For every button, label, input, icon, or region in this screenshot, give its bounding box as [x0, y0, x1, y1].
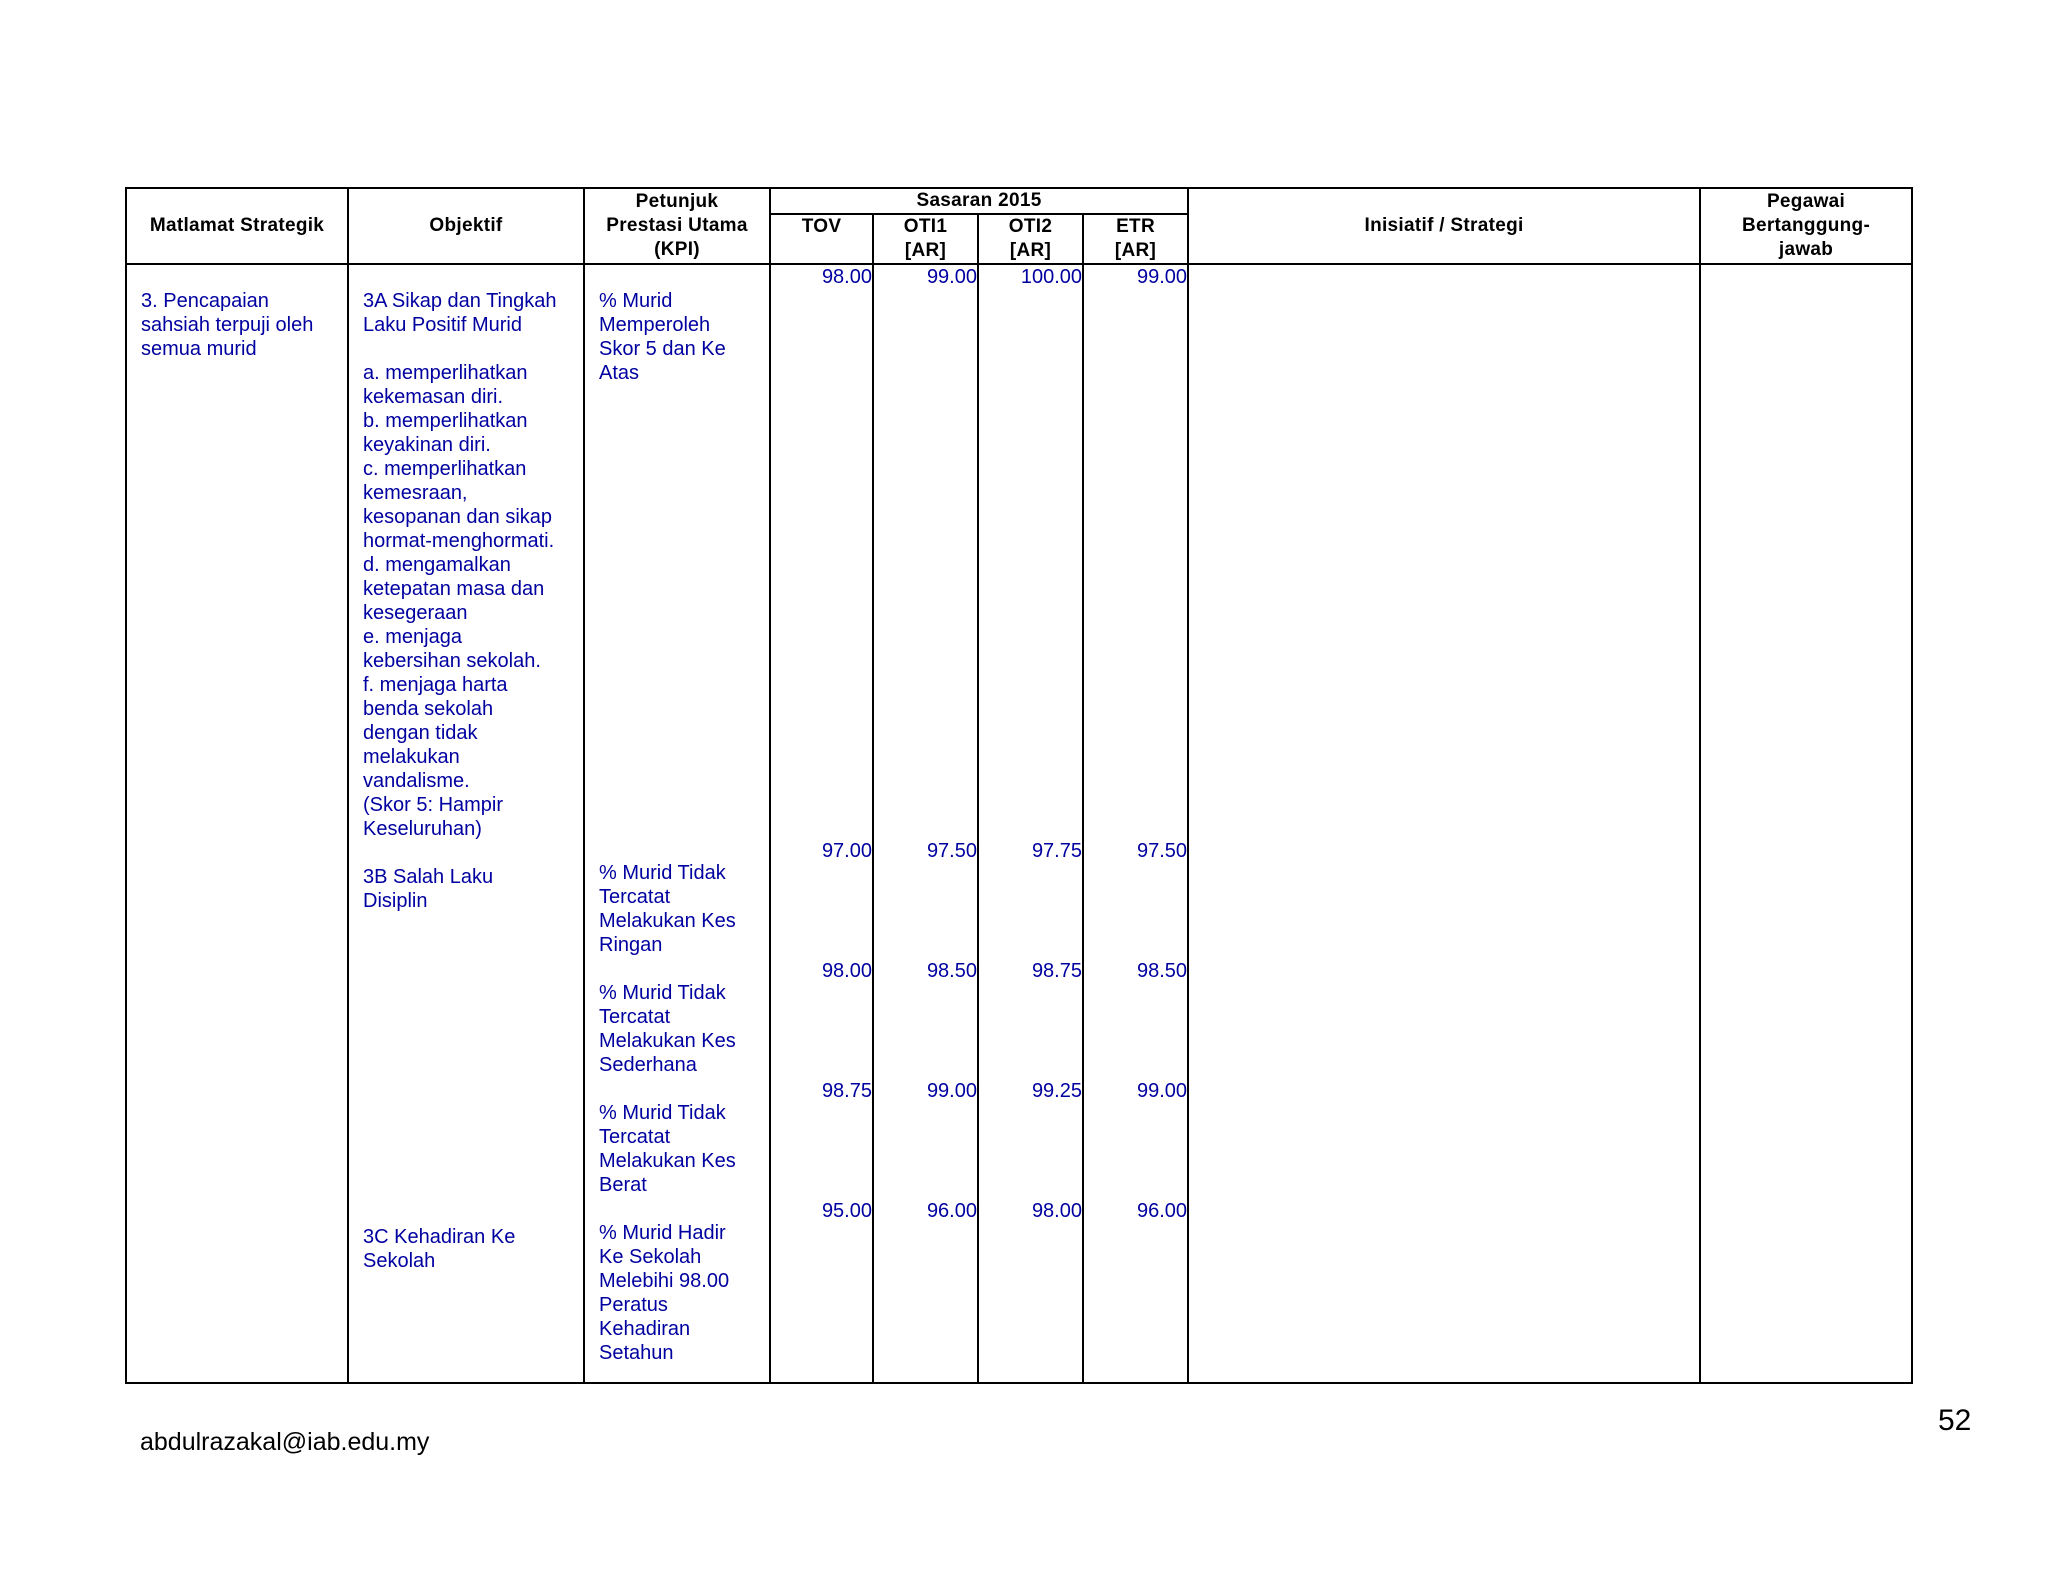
value-cell: 99.00 — [1136, 266, 1188, 288]
header-tov: TOV — [770, 214, 873, 264]
cell-tov — [770, 264, 873, 1383]
objective-3a-title: 3A Sikap dan Tingkah Laku Positif Murid — [363, 290, 557, 336]
value-cell: 95.00 — [821, 1200, 872, 1222]
value-cell: 98.75 — [821, 1080, 872, 1102]
kpi-block: % Murid Tidak Tercatat Melakukan Kes Ringan — [599, 862, 736, 956]
objective-3b-title: 3B Salah Laku Disiplin — [363, 866, 494, 912]
header-objektif: Objektif — [348, 188, 584, 264]
value-cell: 97.50 — [1136, 840, 1188, 862]
header-pegawai: Pegawai Bertanggung- jawab — [1700, 188, 1912, 264]
cell-inisiatif — [1188, 264, 1700, 1383]
kpi-block: % Murid Tidak Tercatat Melakukan Kes Berat — [599, 1102, 736, 1196]
cell-kpi — [584, 264, 770, 1383]
header-kpi: Petunjuk Prestasi Utama (KPI) — [584, 188, 770, 264]
value-cell: 98.50 — [1136, 960, 1188, 982]
value-cell: 97.50 — [926, 840, 977, 862]
cell-oti2 — [978, 264, 1083, 1383]
value-cell: 97.75 — [1031, 840, 1082, 862]
header-matlamat: Matlamat Strategik — [126, 188, 348, 264]
value-cell: 98.00 — [821, 266, 872, 288]
cell-etr — [1083, 264, 1188, 1383]
value-cell: 99.25 — [1031, 1080, 1082, 1102]
value-cell: 100.00 — [1020, 266, 1082, 288]
objective-3c-title: 3C Kehadiran Ke Sekolah — [363, 1226, 516, 1272]
header-sasaran: Sasaran 2015 — [770, 188, 1188, 214]
value-cell: 98.50 — [926, 960, 977, 982]
cell-pegawai — [1700, 264, 1912, 1383]
kpi-block: % Murid Tidak Tercatat Melakukan Kes Sederhana — [599, 982, 736, 1076]
kpi-block: % Murid Hadir Ke Sekolah Melebihi 98.00 Peratus Kehadiran Setahun — [599, 1222, 730, 1364]
cell-matlamat: 3. Pencapaian sahsiah terpuji oleh semua murid — [126, 264, 348, 1383]
cell-oti1 — [873, 264, 978, 1383]
value-cell: 98.00 — [1031, 1200, 1082, 1222]
value-cell: 97.00 — [821, 840, 872, 862]
header-oti2: OTI2 [AR] — [978, 214, 1083, 264]
kpi-block: % Murid Memperoleh Skor 5 dan Ke Atas — [599, 290, 726, 384]
header-inisiatif: Inisiatif / Strategi — [1188, 188, 1700, 264]
value-cell: 99.00 — [1136, 1080, 1188, 1102]
value-cell: 96.00 — [926, 1200, 977, 1222]
value-cell: 96.00 — [1136, 1200, 1188, 1222]
footer-email: abdulrazakal@iab.edu.my — [140, 1428, 430, 1456]
objective-3a-items: a. memperlihatkan kekemasan diri. b. memperlihatkan keyakinan diri. c. memperlihatkan kemesraan, kesopanan dan sikap hormat-menghormati. d. mengamalkan ketepatan masa dan kesegeraan e. menjaga kebersihan sekolah. f. menjaga harta benda sekolah dengan tidak melakukan vandalisme. (Skor 5: Hampir Keseluruhan) — [363, 362, 555, 840]
value-cell: 98.75 — [1031, 960, 1082, 982]
target-table — [125, 187, 1913, 1384]
header-oti1: OTI1 [AR] — [873, 214, 978, 264]
header-etr: ETR [AR] — [1083, 214, 1188, 264]
value-cell: 99.00 — [926, 1080, 977, 1102]
page-number: 52 — [1938, 1404, 1972, 1437]
value-cell: 99.00 — [926, 266, 977, 288]
value-cell: 98.00 — [821, 960, 872, 982]
cell-objektif — [348, 264, 584, 1383]
